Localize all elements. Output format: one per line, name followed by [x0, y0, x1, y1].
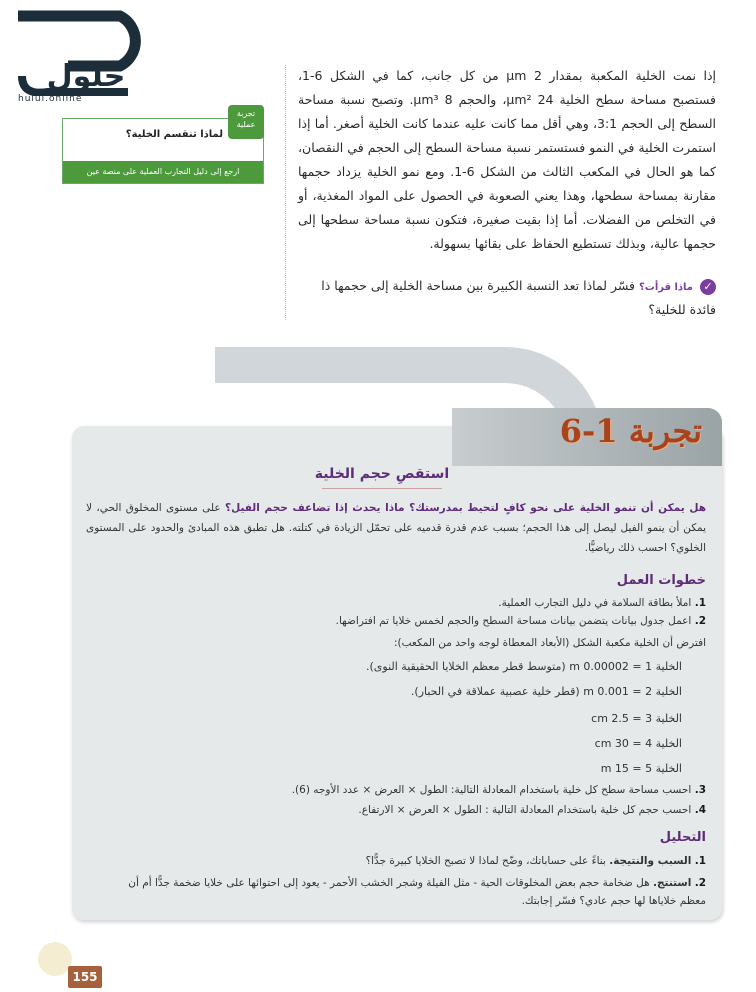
analysis-item: 2. استنتج. هل ضخامة حجم بعض المخلوقات الحية - مثل الفيلة وشجر الخشب الأحمر - يعود إلى احتوائها على خلايا ضخمة جدًّا أم أن معظم خلاياها لها حجم عادي؟ فسّر إجابتك. [128, 877, 706, 907]
side-note-box [62, 109, 264, 184]
step-item: 3. احسب مساحة سطح كل خلية باستخدام المعادلة التالية: الطول × العرض × عدد الأوجه (6). [291, 784, 706, 796]
reading-check [298, 275, 716, 321]
cell-item: الخلية 5 = 15 m [600, 762, 682, 775]
logo-subtext: hulul.online [18, 94, 83, 104]
assume-text: افترض أن الخلية مكعبة الشكل (الأبعاد المعطاة لوجه واحد من المكعب): [393, 637, 706, 649]
corner-decoration [38, 942, 72, 976]
step-item: 2. اعمل جدول بيانات يتضمن بيانات مساحة السطح والحجم لخمس خلايا تم افتراضها. [335, 615, 706, 627]
check-icon: ✓ [700, 279, 716, 295]
side-note-question: لماذا تنقسم الخلية؟ [125, 129, 223, 140]
lab-panel [72, 408, 722, 920]
column-separator [285, 65, 286, 320]
cell-item: الخلية 1 = 0.00002 m (متوسط قطر معظم الخلايا الحقيقية النوى). [366, 660, 682, 673]
page-number: 155 [68, 966, 102, 988]
cell-item: الخلية 4 = 30 cm [594, 737, 682, 750]
logo-text: حلول [46, 59, 126, 94]
analysis-heading: التحليل [659, 830, 706, 845]
side-note-tab: تجربة عملية [228, 105, 264, 139]
lab-intro [86, 498, 706, 558]
lab-title: تجربة 1-6 [559, 412, 702, 450]
reading-check-label: ماذا قرأت؟ [638, 282, 694, 293]
reading-check-text: فسّر لماذا تعد النسبة الكبيرة بين مساحة الخلية إلى حجمها ذا فائدة للخلية؟ [321, 278, 716, 317]
side-note-footer: ارجع إلى دليل التجارب العملية على منصة عين [63, 161, 263, 183]
lab-intro-text: على مستوى المخلوق الحي، لا يمكن أن ينمو الفيل ليصل إلى هذا الحجم؛ بسبب عدم قدرة قدميه على تحمّل الزيادة في كتلته. هل تطبق هذه المبادئ والحدود على المستوى الخلوي؟ احسب ذلك رياضيًّا. [86, 502, 706, 554]
lab-subtitle: استقصِ حجم الخلية [314, 466, 450, 482]
step-item: 4. احسب حجم كل خلية باستخدام المعادلة التالية : الطول × العرض × الارتفاع. [358, 804, 706, 816]
step-item: 1. املأ بطاقة السلامة في دليل التجارب العملية. [498, 597, 706, 609]
analysis-item: 1. السبب والنتيجة. بناءً على حساباتك، وضّح لماذا لا تصبح الخلايا كبيرة جدًّا؟ [365, 855, 706, 867]
lab-banner [452, 408, 722, 466]
steps-heading: خطوات العمل [616, 573, 706, 588]
cell-item: الخلية 3 = 2.5 cm [591, 712, 682, 725]
lab-subtitle-underline [322, 488, 442, 489]
lab-intro-question: هل يمكن أن تنمو الخلية على نحو كافٍ لتحيط بمدرستك؟ ماذا يحدث إذا تضاعف حجم الفيل؟ [225, 502, 706, 514]
main-paragraph: إذا نمت الخلية المكعبة بمقدار 2 μm من كل جانب، كما في الشكل 6-1، فستصبح مساحة سطح الخلية 24 μm²، والحجم 8 μm³. وتصبح نسبة مساحة السطح إلى الحجم 3:1، وهي أقل مما كانت عليه عندما كانت الخلية أصغر. أما إذا استمرت الخلية في النمو فستستمر نسبة مساحة السطح إلى الحجم في النقصان، كما هو الحال في المكعب الثالث من الشكل 6-1. ومع نمو الخلية يزداد حجمها مقارنة بمساحة سطحها، وهذا يعني الصعوبة في الحصول على المواد المغذية، أو في التخلص من الفضلات. أما إذا بقيت صغيرة، فتكون نسبة مساحة سطحها إلى حجمها عالية، وبذلك تستطيع الحفاظ على بقائها بسهولة. [298, 68, 717, 251]
cell-item: الخلية 2 = 0.001 m (قطر خلية عصبية عملاقة في الحبار). [410, 685, 682, 698]
hulul-logo [8, 6, 153, 106]
